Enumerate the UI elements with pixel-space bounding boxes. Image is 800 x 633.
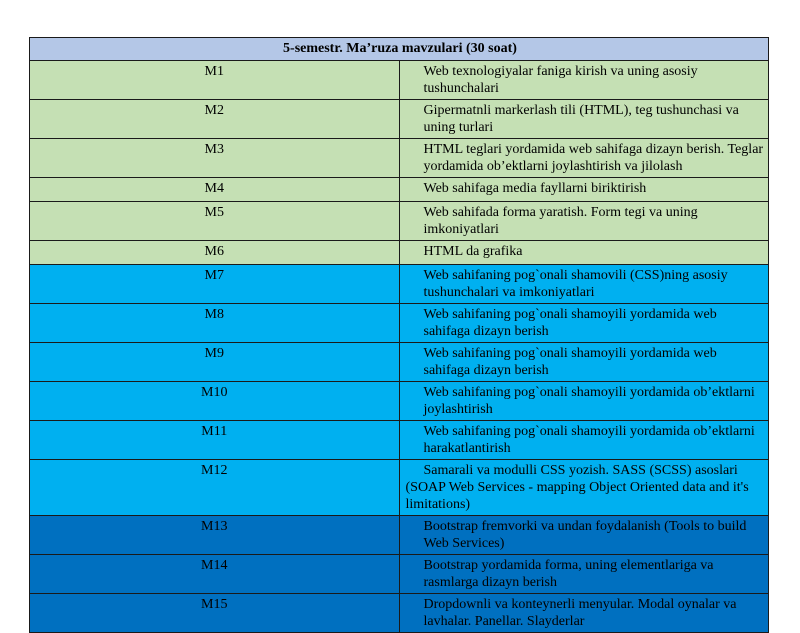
table-row bbox=[30, 139, 769, 178]
lecture-code: M4 bbox=[30, 178, 400, 202]
lecture-code: M1 bbox=[30, 61, 400, 100]
lecture-code: M14 bbox=[30, 555, 400, 594]
lecture-code: M2 bbox=[30, 100, 400, 139]
table-row bbox=[30, 265, 769, 304]
lecture-topic: Web sahifaning pog`onali shamoyili yordamida ob’ektlarni joylashtirish bbox=[399, 382, 769, 421]
lecture-topic: Web sahifaning pog`onali shamovili (CSS)ning asosiy tushunchalari va imkoniyatlari bbox=[399, 265, 769, 304]
table-row bbox=[30, 421, 769, 460]
lecture-code: M7 bbox=[30, 265, 400, 304]
lecture-topic: HTML da grafika bbox=[399, 241, 769, 265]
lecture-topic: Bootstrap yordamida forma, uning elementlariga va rasmlarga dizayn berish bbox=[399, 555, 769, 594]
lecture-code: M12 bbox=[30, 460, 400, 516]
table-row bbox=[30, 555, 769, 594]
lecture-code: M8 bbox=[30, 304, 400, 343]
lecture-code: M3 bbox=[30, 139, 400, 178]
lecture-topics-table bbox=[29, 37, 769, 633]
table-row bbox=[30, 100, 769, 139]
table-title: 5-semestr. Ma’ruza mavzulari (30 soat) bbox=[30, 38, 769, 61]
lecture-topic: Samarali va modulli CSS yozish. SASS (SCSS) asoslari (SOAP Web Services - mapping Object Oriented data and it's limitations) bbox=[399, 460, 769, 516]
table-row bbox=[30, 460, 769, 516]
lecture-code: M15 bbox=[30, 594, 400, 633]
lecture-topic: Web texnologiyalar faniga kirish va uning asosiy tushunchalari bbox=[399, 61, 769, 100]
table-row bbox=[30, 178, 769, 202]
lecture-topic: Web sahifaning pog`onali shamoyili yordamida web sahifaga dizayn berish bbox=[399, 343, 769, 382]
lecture-code: M6 bbox=[30, 241, 400, 265]
lecture-topic: HTML teglari yordamida web sahifaga dizayn berish. Teglar yordamida ob’ektlarni joylashtirish va jilolash bbox=[399, 139, 769, 178]
lecture-code: M13 bbox=[30, 516, 400, 555]
table-row bbox=[30, 343, 769, 382]
table-row bbox=[30, 202, 769, 241]
lecture-code: M11 bbox=[30, 421, 400, 460]
lecture-topic: Dropdownli va konteynerli menyular. Modal oynalar va lavhalar. Panellar. Slayderlar bbox=[399, 594, 769, 633]
table-row bbox=[30, 241, 769, 265]
lecture-code: M10 bbox=[30, 382, 400, 421]
lecture-topic: Bootstrap fremvorki va undan foydalanish (Tools to build Web Services) bbox=[399, 516, 769, 555]
table-row bbox=[30, 594, 769, 633]
table-header-row bbox=[30, 38, 769, 61]
lecture-code: M9 bbox=[30, 343, 400, 382]
lecture-topic: Web sahifaga media fayllarni biriktirish bbox=[399, 178, 769, 202]
lecture-topic: Web sahifaning pog`onali shamoyili yordamida ob’ektlarni harakatlantirish bbox=[399, 421, 769, 460]
lecture-topic: Gipermatnli markerlash tili (HTML), teg tushunchasi va uning turlari bbox=[399, 100, 769, 139]
table-row bbox=[30, 516, 769, 555]
table-row bbox=[30, 304, 769, 343]
lecture-topic: Web sahifada forma yaratish. Form tegi va uning imkoniyatlari bbox=[399, 202, 769, 241]
table-row bbox=[30, 382, 769, 421]
lecture-topic: Web sahifaning pog`onali shamoyili yordamida web sahifaga dizayn berish bbox=[399, 304, 769, 343]
table-row bbox=[30, 61, 769, 100]
lecture-code: M5 bbox=[30, 202, 400, 241]
